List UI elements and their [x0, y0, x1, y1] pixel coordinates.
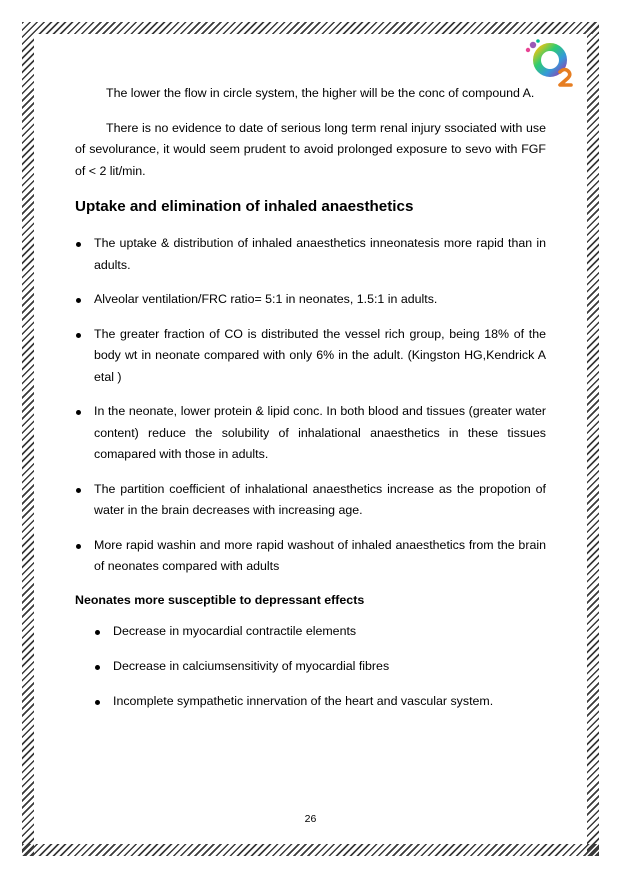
subheading-depressant-effects: Neonates more susceptible to depressant effects [75, 592, 365, 607]
uptake-bullet-list [75, 233, 546, 578]
list-item [75, 233, 546, 276]
bullet-icon [76, 298, 81, 303]
bullet-icon [95, 630, 100, 635]
list-item-text: The uptake & distribution of inhaled anaesthetics inneonatesis more rapid than in adults. [94, 236, 546, 272]
bullet-icon [76, 242, 81, 247]
bullet-icon [95, 700, 100, 705]
list-item [94, 621, 546, 643]
page-number: 26 [304, 813, 317, 825]
list-item-text: Decrease in myocardial contractile elements [113, 623, 357, 638]
list-item-text: Incomplete sympathetic innervation of the heart and vascular system. [113, 693, 494, 708]
decorative-border-top [22, 22, 599, 34]
list-item-text: In the neonate, lower protein & lipid conc. In both blood and tissues (greater water content) reduce the solubility of inhalational anaesthetics in these tissues comapared with those in adults. [94, 404, 546, 461]
list-item [94, 656, 546, 678]
list-item-text: Alveolar ventilation/FRC ratio= 5:1 in neonates, 1.5:1 in adults. [94, 292, 438, 306]
paragraph-circle-flow: The lower the flow in circle system, the higher will be the conc of compound A. [106, 86, 535, 100]
list-item-text: The partition coefficient of inhalational anaesthetics increase as the propotion of water in the brain decreases with increasing age. [94, 481, 546, 517]
bullet-icon [76, 410, 81, 415]
bullet-icon [95, 665, 100, 670]
bullet-icon [76, 544, 81, 549]
depressant-bullet-list [75, 621, 546, 713]
paragraph-renal-injury: There is no evidence to date of serious long term renal injury ssociated with use of sevolurance, it would seem prudent to avoid prolonged exposure to sevo with FGF of < 2 lit/min. [75, 120, 546, 178]
decorative-border-right [587, 22, 599, 856]
list-item-text: More rapid washin and more rapid washout of inhaled anaesthetics from the brain of neonates compared with adults [94, 537, 546, 573]
list-item [75, 401, 546, 466]
decorative-border-left [22, 22, 34, 856]
page-content [75, 83, 546, 726]
list-item [75, 535, 546, 578]
decorative-border-bottom [22, 844, 599, 856]
list-item [94, 691, 546, 713]
list-item-text: Decrease in calciumsensitivity of myocardial fibres [113, 658, 390, 673]
o2-logo [522, 36, 578, 90]
list-item [75, 479, 546, 522]
list-item [75, 324, 546, 389]
list-item-text: The greater fraction of CO is distributed the vessel rich group, being 18% of the body wt in neonate compared with only 6% in the adult. (Kingston HG,Kendrick A etal ) [94, 326, 546, 384]
bullet-icon [76, 488, 81, 493]
section-heading: Uptake and elimination of inhaled anaesthetics [75, 198, 414, 215]
bullet-icon [76, 333, 81, 338]
list-item [75, 289, 546, 311]
